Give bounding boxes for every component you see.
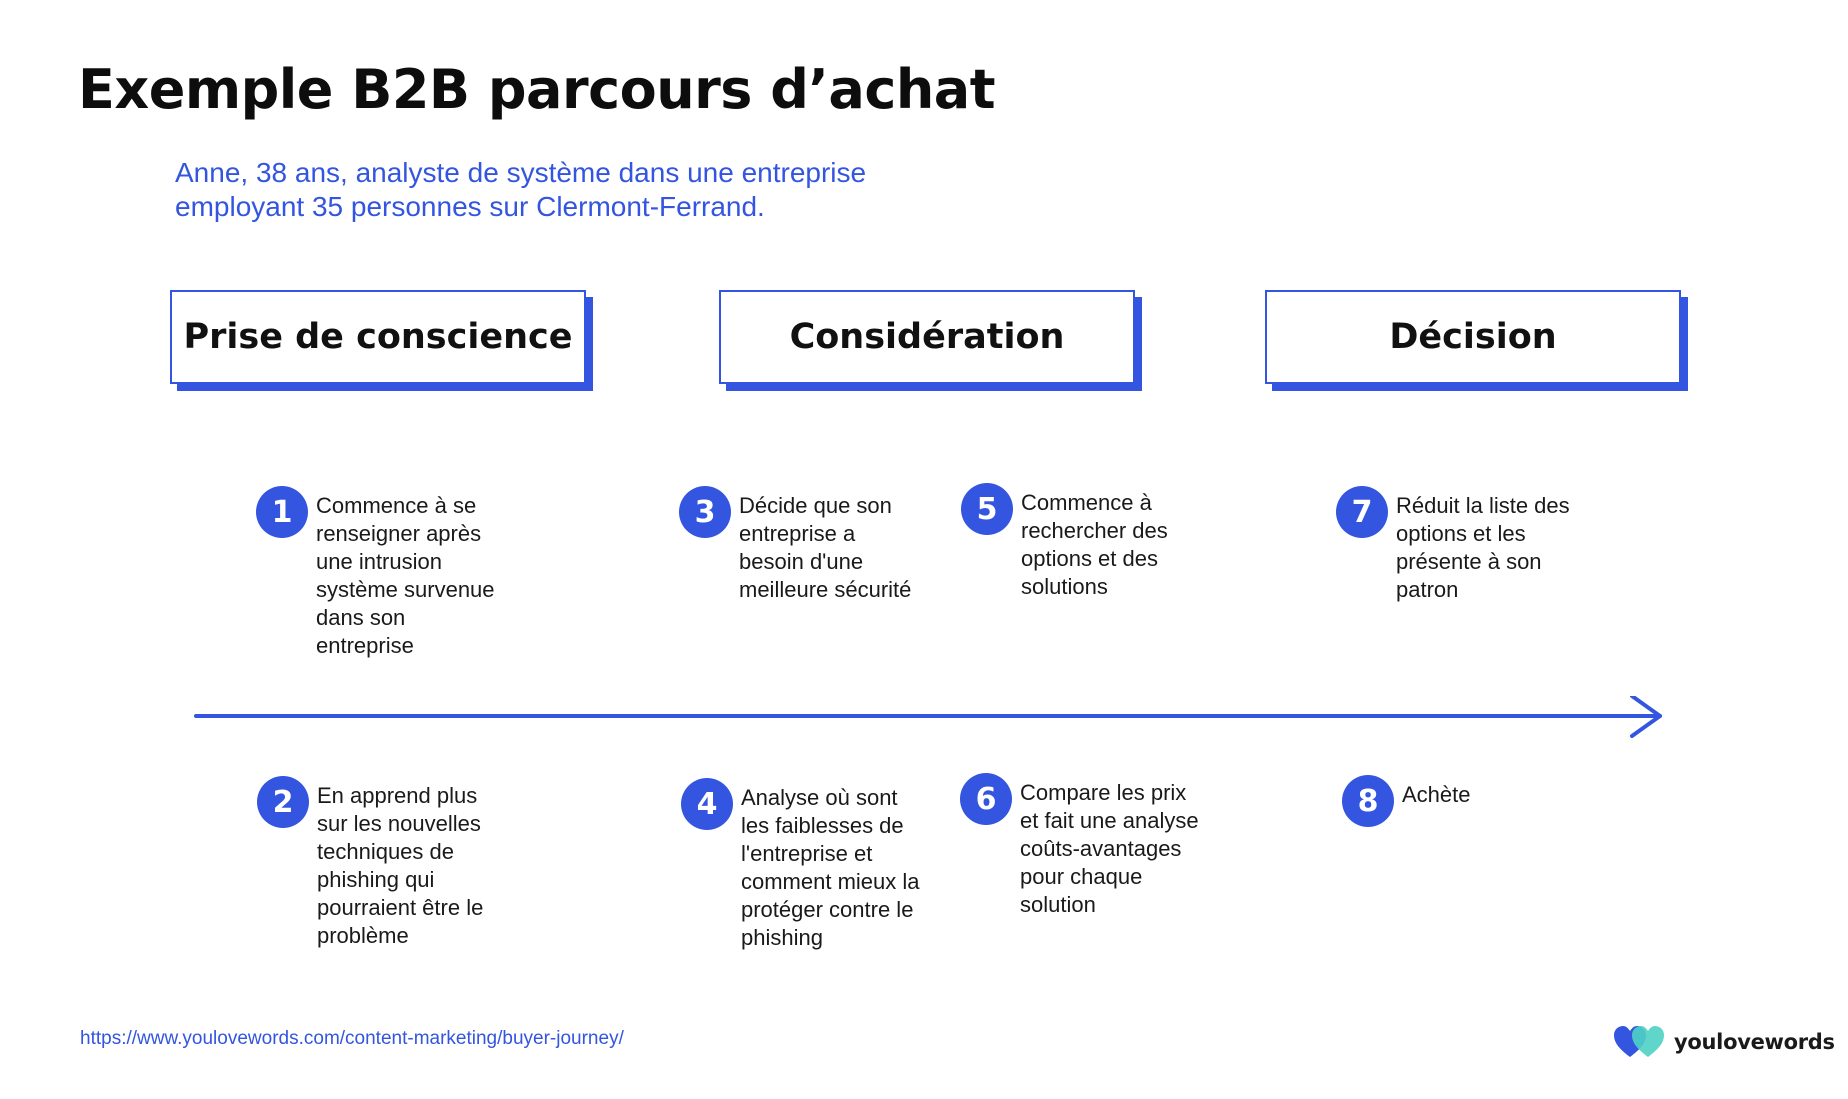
step-description: Analyse où sont les faiblesses de l'entreprise et comment mieux la protéger contre le phishing xyxy=(741,785,920,950)
step-number-badge: 3 xyxy=(679,486,731,538)
step-number-badge: 6 xyxy=(960,773,1012,825)
step-7 xyxy=(1336,486,1576,604)
brand-name: youlovewords xyxy=(1674,1030,1835,1054)
step-number-badge: 2 xyxy=(257,776,309,828)
step-number-badge: 4 xyxy=(681,778,733,830)
step-description: Commence à rechercher des options et des solutions xyxy=(1021,490,1168,599)
stage-prise-de-conscience: Prise de conscience xyxy=(170,290,586,384)
persona-description xyxy=(175,156,975,224)
step-3 xyxy=(679,486,919,604)
persona-line-2: employant 35 personnes sur Clermont-Ferrand. xyxy=(175,191,765,222)
step-description: Réduit la liste des options et les présente à son patron xyxy=(1396,493,1570,602)
step-2 xyxy=(257,776,497,950)
stage-consideration: Considération xyxy=(719,290,1135,384)
step-5 xyxy=(961,483,1201,601)
step-number-badge: 5 xyxy=(961,483,1013,535)
step-4 xyxy=(681,778,921,952)
step-description: En apprend plus sur les nouvelles techniques de phishing qui pourraient être le problème xyxy=(317,783,484,948)
timeline-arrow xyxy=(192,696,1672,744)
step-number-badge: 7 xyxy=(1336,486,1388,538)
page-title: Exemple B2B parcours d’achat xyxy=(78,58,996,121)
brand-logo xyxy=(1612,1024,1835,1060)
step-description: Achète xyxy=(1402,782,1471,807)
stage-decision: Décision xyxy=(1265,290,1681,384)
step-description: Décide que son entreprise a besoin d'une meilleure sécurité xyxy=(739,493,912,602)
step-description: Commence à se renseigner après une intrusion système survenue dans son entreprise xyxy=(316,493,495,658)
step-number-badge: 1 xyxy=(256,486,308,538)
persona-line-1: Anne, 38 ans, analyste de système dans une entreprise xyxy=(175,157,867,188)
step-1 xyxy=(256,486,496,660)
step-number-badge: 8 xyxy=(1342,775,1394,827)
step-8 xyxy=(1342,775,1582,827)
step-description: Compare les prix et fait une analyse coûts-avantages pour chaque solution xyxy=(1020,780,1199,917)
heart-logo-icon xyxy=(1612,1024,1670,1060)
source-link[interactable]: https://www.youlovewords.com/content-marketing/buyer-journey/ xyxy=(80,1028,624,1049)
step-6 xyxy=(960,773,1200,919)
